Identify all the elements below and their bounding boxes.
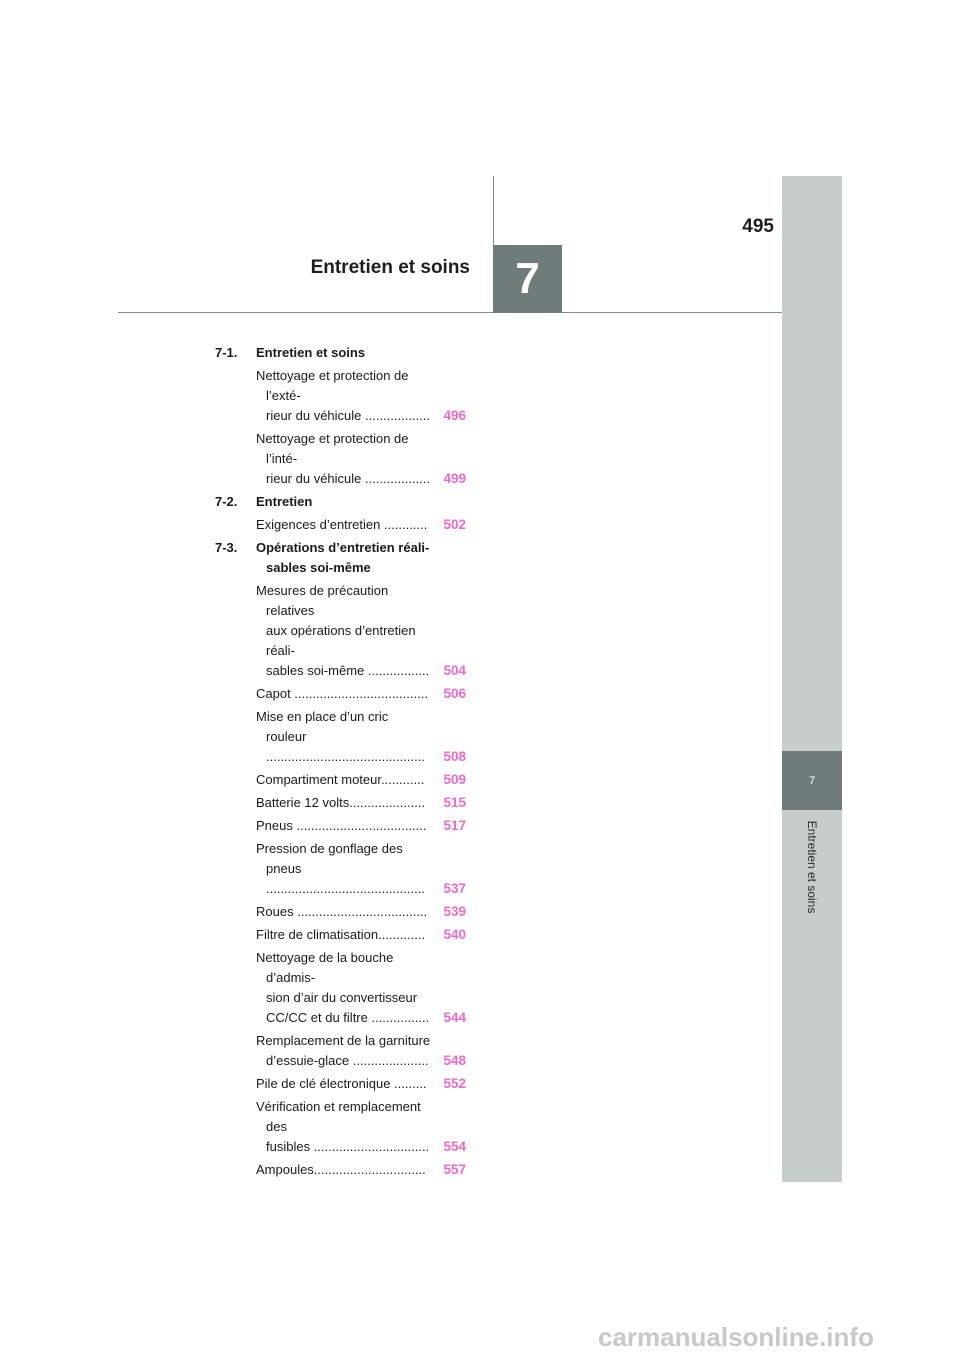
toc-section-title[interactable]: Opérations d’entretien réali- sables soi-même bbox=[256, 540, 430, 575]
toc-entry-text: Compartiment moteur............ bbox=[256, 772, 425, 787]
toc-entry-page-link[interactable]: 548 bbox=[443, 1053, 466, 1068]
toc-entry[interactable] bbox=[215, 793, 466, 813]
toc-entry-page-link[interactable]: 517 bbox=[443, 818, 466, 833]
toc-entry-page-link[interactable]: 506 bbox=[443, 686, 466, 701]
toc-section bbox=[215, 492, 466, 512]
toc-entry-text: Ampoules............................... bbox=[256, 1162, 426, 1177]
toc-entry-text: Exigences d’entretien ............ bbox=[256, 517, 428, 532]
toc-entry-page-link[interactable]: 499 bbox=[443, 471, 466, 486]
toc-entry[interactable] bbox=[215, 707, 466, 767]
toc-entry-page-link[interactable]: 504 bbox=[443, 663, 466, 678]
toc-entry-page-link[interactable]: 539 bbox=[443, 904, 466, 919]
toc-entry-text: Batterie 12 volts..................... bbox=[256, 795, 426, 810]
toc-entry[interactable] bbox=[215, 816, 466, 836]
toc-entry-text: Nettoyage de la bouche d’admis- sion d’air du convertisseur CC/CC et du filtre ................ bbox=[256, 950, 430, 1025]
toc-entry[interactable] bbox=[215, 515, 466, 535]
toc-entry[interactable] bbox=[215, 429, 466, 489]
toc-entry[interactable] bbox=[215, 684, 466, 704]
header-vertical-rule bbox=[493, 176, 494, 245]
toc-entry-text: Pneus .................................... bbox=[256, 818, 427, 833]
table-of-contents bbox=[215, 343, 466, 1183]
header-horizontal-rule bbox=[118, 312, 782, 313]
toc-entry-page-link[interactable]: 502 bbox=[443, 517, 466, 532]
toc-entry[interactable] bbox=[215, 770, 466, 790]
toc-entry-text: Mise en place d’un cric rouleur ............................................ bbox=[256, 709, 425, 764]
toc-entry[interactable] bbox=[215, 581, 466, 681]
toc-section-number: 7-2. bbox=[215, 494, 238, 509]
toc-entry[interactable] bbox=[215, 839, 466, 899]
toc-section bbox=[215, 343, 466, 363]
toc-entry-text: Nettoyage et protection de l’exté- rieur du véhicule .................. bbox=[256, 368, 431, 423]
toc-section-number: 7-1. bbox=[215, 345, 238, 360]
toc-entry-page-link[interactable]: 554 bbox=[443, 1139, 466, 1154]
toc-section-title[interactable]: Entretien et soins bbox=[256, 345, 366, 360]
toc-entry-text: Roues .................................... bbox=[256, 904, 428, 919]
toc-entry-page-link[interactable]: 552 bbox=[443, 1076, 466, 1091]
toc-entry-page-link[interactable]: 496 bbox=[443, 408, 466, 423]
side-thumb-tab bbox=[782, 176, 842, 1182]
toc-entry-page-link[interactable]: 540 bbox=[443, 927, 466, 942]
side-tab-label: Entretien et soins bbox=[805, 820, 819, 914]
toc-section-number: 7-3. bbox=[215, 540, 238, 555]
toc-entry-page-link[interactable]: 508 bbox=[443, 749, 466, 764]
toc-section-title[interactable]: Entretien bbox=[256, 494, 313, 509]
toc-section bbox=[215, 538, 466, 578]
toc-entry[interactable] bbox=[215, 1074, 466, 1094]
toc-entry[interactable] bbox=[215, 902, 466, 922]
toc-entry-text: Pression de gonflage des pneus ............................................ bbox=[256, 841, 425, 896]
toc-entry[interactable] bbox=[215, 925, 466, 945]
toc-entry-text: Capot ..................................... bbox=[256, 686, 428, 701]
toc-entry-text: Nettoyage et protection de l’inté- rieur du véhicule .................. bbox=[256, 431, 431, 486]
toc-entry-text: Filtre de climatisation............. bbox=[256, 927, 426, 942]
page-number: 495 bbox=[742, 216, 774, 237]
toc-entry-text: Vérification et remplacement des fusibles ................................ bbox=[256, 1099, 430, 1154]
watermark: carmanualsonline.info bbox=[598, 1322, 874, 1352]
toc-entry-page-link[interactable]: 509 bbox=[443, 772, 466, 787]
toc-entry[interactable] bbox=[215, 1031, 466, 1071]
toc-entry[interactable] bbox=[215, 1097, 466, 1157]
toc-entry[interactable] bbox=[215, 1160, 466, 1180]
toc-entry[interactable] bbox=[215, 948, 466, 1028]
chapter-number-box: 7 bbox=[493, 245, 562, 313]
chapter-title: Entretien et soins bbox=[310, 257, 470, 278]
toc-entry-text: Pile de clé électronique ......... bbox=[256, 1076, 427, 1091]
toc-entry[interactable] bbox=[215, 366, 466, 426]
toc-entry-page-link[interactable]: 544 bbox=[443, 1010, 466, 1025]
toc-entry-page-link[interactable]: 537 bbox=[443, 881, 466, 896]
toc-entry-page-link[interactable]: 515 bbox=[443, 795, 466, 810]
toc-entry-page-link[interactable]: 557 bbox=[443, 1162, 466, 1177]
side-tab-chapter-number[interactable]: 7 bbox=[782, 751, 842, 810]
toc-entry-text: Mesures de précaution relatives aux opérations d’entretien réali- sables soi-même ................. bbox=[256, 583, 430, 678]
toc-entry-text: Remplacement de la garniture d’essuie-glace ..................... bbox=[256, 1033, 431, 1068]
